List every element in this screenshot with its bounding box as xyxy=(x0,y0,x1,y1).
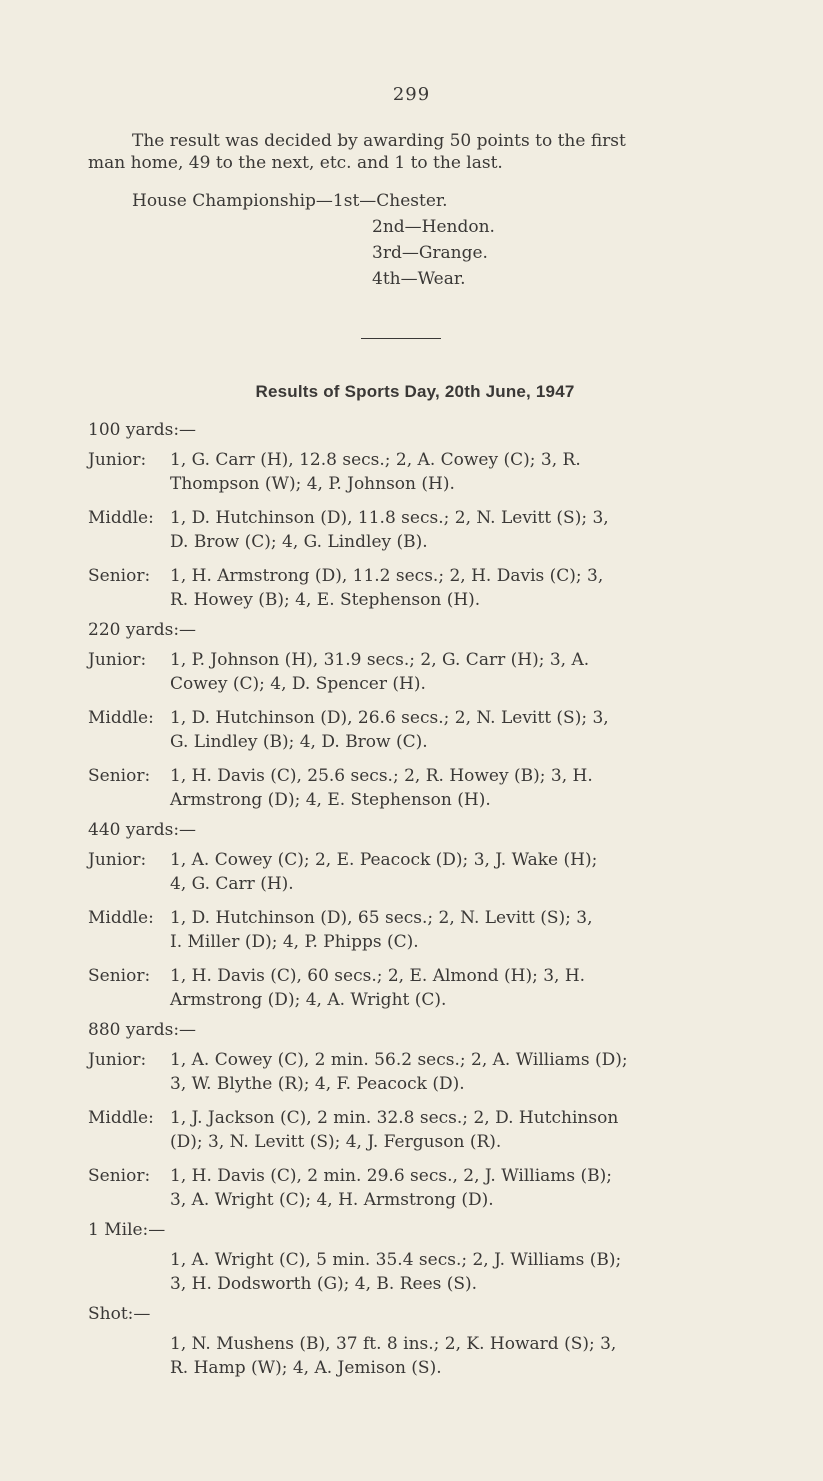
entry-division-label: Junior: xyxy=(88,650,147,670)
event-title: 100 yards:— xyxy=(88,420,197,440)
entry-line: R. Howey (B); 4, E. Stephenson (H). xyxy=(170,590,481,610)
entry-results-text xyxy=(170,1332,748,1380)
result-entry xyxy=(88,506,748,554)
entry-division-label: Senior: xyxy=(88,566,151,586)
entry-line: 1, A. Cowey (C); 2, E. Peacock (D); 3, J. Wake (H); xyxy=(170,850,598,870)
entry-results-text xyxy=(170,764,748,812)
entry-results-text xyxy=(170,506,748,554)
intro-paragraph xyxy=(88,130,742,174)
entry-results-text xyxy=(170,1048,748,1096)
entry-division-label: Middle: xyxy=(88,1108,154,1128)
result-entry xyxy=(88,448,748,496)
entry-line: (D); 3, N. Levitt (S); 4, J. Ferguson (R). xyxy=(170,1132,502,1152)
result-entry xyxy=(88,564,748,612)
entry-division-label xyxy=(88,1248,170,1296)
entry-line: 1, H. Davis (C), 25.6 secs.; 2, R. Howey (B); 3, H. xyxy=(170,766,593,786)
house-place-4th: 4th—Wear. xyxy=(372,269,466,289)
entry-line: 1, D. Hutchinson (D), 26.6 secs.; 2, N. Levitt (S); 3, xyxy=(170,708,609,728)
entry-line: Armstrong (D); 4, A. Wright (C). xyxy=(170,990,447,1010)
house-championship-title: House Championship—1st—Chester. xyxy=(132,191,448,211)
page-number: 299 xyxy=(392,84,431,105)
event-title: 880 yards:— xyxy=(88,1020,197,1040)
entry-line: Armstrong (D); 4, E. Stephenson (H). xyxy=(170,790,491,810)
house-championship xyxy=(132,188,495,292)
entry-division-label: Middle: xyxy=(88,708,154,728)
entry-line: D. Brow (C); 4, G. Lindley (B). xyxy=(170,532,428,552)
results-heading: Results of Sports Day, 20th June, 1947 xyxy=(255,382,575,401)
entry-line: G. Lindley (B); 4, D. Brow (C). xyxy=(170,732,428,752)
entry-line: 4, G. Carr (H). xyxy=(170,874,294,894)
result-entry xyxy=(88,706,748,754)
house-place-2nd: 2nd—Hendon. xyxy=(372,217,495,237)
result-entry xyxy=(88,1248,748,1296)
entry-line: 3, A. Wright (C); 4, H. Armstrong (D). xyxy=(170,1190,494,1210)
entry-line: I. Miller (D); 4, P. Phipps (C). xyxy=(170,932,419,952)
entry-line: 1, N. Mushens (B), 37 ft. 8 ins.; 2, K. Howard (S); 3, xyxy=(170,1334,617,1354)
result-entry xyxy=(88,1048,748,1096)
result-entry xyxy=(88,964,748,1012)
entry-results-text xyxy=(170,564,748,612)
entry-line: 1, H. Davis (C), 2 min. 29.6 secs., 2, J. Williams (B); xyxy=(170,1166,613,1186)
results-list xyxy=(88,418,748,1386)
event-title: 440 yards:— xyxy=(88,820,197,840)
entry-line: Cowey (C); 4, D. Spencer (H). xyxy=(170,674,426,694)
entry-division-label: Senior: xyxy=(88,1166,151,1186)
intro-line-2: man home, 49 to the next, etc. and 1 to the last. xyxy=(88,153,503,173)
entry-line: 1, D. Hutchinson (D), 11.8 secs.; 2, N. Levitt (S); 3, xyxy=(170,508,609,528)
entry-line: R. Hamp (W); 4, A. Jemison (S). xyxy=(170,1358,442,1378)
entry-division-label: Middle: xyxy=(88,508,154,528)
result-entry xyxy=(88,764,748,812)
entry-line: 1, J. Jackson (C), 2 min. 32.8 secs.; 2, D. Hutchinson xyxy=(170,1108,619,1128)
entry-results-text xyxy=(170,648,748,696)
entry-line: 3, H. Dodsworth (G); 4, B. Rees (S). xyxy=(170,1274,478,1294)
entry-division-label: Middle: xyxy=(88,908,154,928)
entry-results-text xyxy=(170,906,748,954)
entry-results-text xyxy=(170,448,748,496)
entry-division-label: Senior: xyxy=(88,966,151,986)
entry-results-text xyxy=(170,1248,748,1296)
result-entry xyxy=(88,1106,748,1154)
entry-line: 1, A. Wright (C), 5 min. 35.4 secs.; 2, J. Williams (B); xyxy=(170,1250,622,1270)
house-place-3rd: 3rd—Grange. xyxy=(372,243,488,263)
entry-division-label: Senior: xyxy=(88,766,151,786)
entry-division-label xyxy=(88,1332,170,1380)
result-entry xyxy=(88,648,748,696)
entry-results-text xyxy=(170,848,748,896)
result-entry xyxy=(88,1332,748,1380)
event-title: 220 yards:— xyxy=(88,620,197,640)
result-entry xyxy=(88,848,748,896)
entry-line: 1, H. Armstrong (D), 11.2 secs.; 2, H. Davis (C); 3, xyxy=(170,566,604,586)
entry-line: Thompson (W); 4, P. Johnson (H). xyxy=(170,474,455,494)
result-entry xyxy=(88,906,748,954)
entry-results-text xyxy=(170,964,748,1012)
entry-division-label: Junior: xyxy=(88,1050,147,1070)
entry-line: 1, A. Cowey (C), 2 min. 56.2 secs.; 2, A. Williams (D); xyxy=(170,1050,628,1070)
intro-line-1: The result was decided by awarding 50 points to the first xyxy=(132,131,626,151)
entry-line: 1, P. Johnson (H), 31.9 secs.; 2, G. Carr (H); 3, A. xyxy=(170,650,590,670)
entry-line: 1, H. Davis (C), 60 secs.; 2, E. Almond (H); 3, H. xyxy=(170,966,586,986)
result-entry xyxy=(88,1164,748,1212)
entry-division-label: Junior: xyxy=(88,850,147,870)
entry-line: 3, W. Blythe (R); 4, F. Peacock (D). xyxy=(170,1074,465,1094)
event-title: 1 Mile:— xyxy=(88,1220,166,1240)
entry-results-text xyxy=(170,706,748,754)
entry-line: 1, D. Hutchinson (D), 65 secs.; 2, N. Levitt (S); 3, xyxy=(170,908,593,928)
entry-division-label: Junior: xyxy=(88,450,147,470)
entry-results-text xyxy=(170,1106,748,1154)
event-title: Shot:— xyxy=(88,1304,151,1324)
section-divider xyxy=(361,338,441,339)
entry-results-text xyxy=(170,1164,748,1212)
entry-line: 1, G. Carr (H), 12.8 secs.; 2, A. Cowey (C); 3, R. xyxy=(170,450,581,470)
